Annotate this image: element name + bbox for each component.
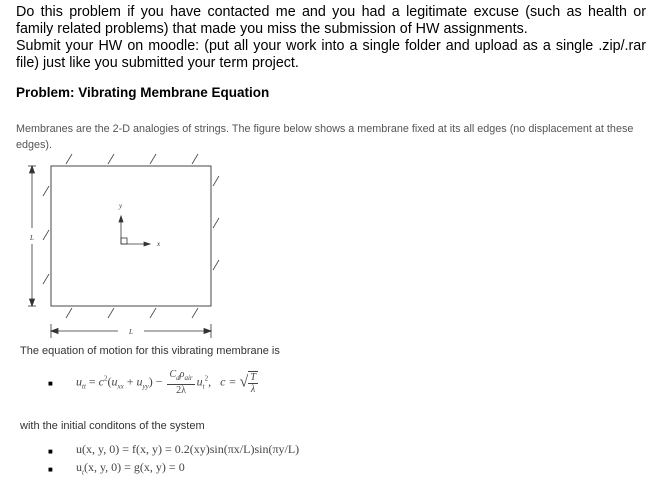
problem-title: Problem: Vibrating Membrane Equation xyxy=(16,85,270,100)
y-axis-label: y xyxy=(119,202,123,210)
intro-text xyxy=(16,4,646,72)
intro-paragraph-1: Do this problem if you have contacted me and you had a legitimate excuse (such as health or family related problems) that made you miss the submission of HW assignments. xyxy=(16,4,646,37)
bullet-marker: ■ xyxy=(48,447,53,456)
equation-intro: The equation of motion for this vibrating membrane is xyxy=(20,345,280,357)
top-hatches xyxy=(66,154,198,164)
problem-description: Membranes are the 2-D analogies of strings. The figure below shows a membrane fixed at its all edges (no displacement at these edges). xyxy=(16,123,634,151)
equation-of-motion: $u_{tt} = c^2(u_{xx} + u_{yy})$ − $\frac{C_d\rho_{air}}{2\lambda}$ $u_t^2$, c = √ $\frac{T}{\lambda}$ xyxy=(76,369,256,396)
side-length-label: L xyxy=(30,234,34,242)
membrane-square xyxy=(51,166,211,306)
initial-conditions-intro: with the initial conditons of the system xyxy=(20,420,205,432)
right-hatches xyxy=(213,176,219,270)
left-hatches xyxy=(43,186,49,284)
membrane-figure xyxy=(18,148,228,340)
x-axis-label: x xyxy=(157,240,161,248)
bottom-hatches xyxy=(66,308,198,318)
bottom-length-label: L xyxy=(129,328,133,336)
intro-paragraph-2: Submit your HW on moodle: (put all your work into a single folder and upload as a single .zip/.rar file) just like you submitted your term project. xyxy=(16,38,646,71)
bullet-marker: ■ xyxy=(48,465,53,474)
bullet-marker: ■ xyxy=(48,379,53,388)
wave-speed-fraction: $\frac{T}{\lambda}$ xyxy=(250,371,256,395)
initial-condition-velocity: $u_t(x$, y, 0) = g(x, y) = 0 xyxy=(76,460,185,477)
damping-fraction: $\frac{C_d\rho_{air}}{2\lambda}$ xyxy=(169,369,193,396)
coordinate-axes xyxy=(119,216,150,246)
initial-condition-displacement: u(x, y, 0) = f(x, y) = 0.2(xy)sin(πx/L)sin(πy/L) xyxy=(76,442,300,456)
